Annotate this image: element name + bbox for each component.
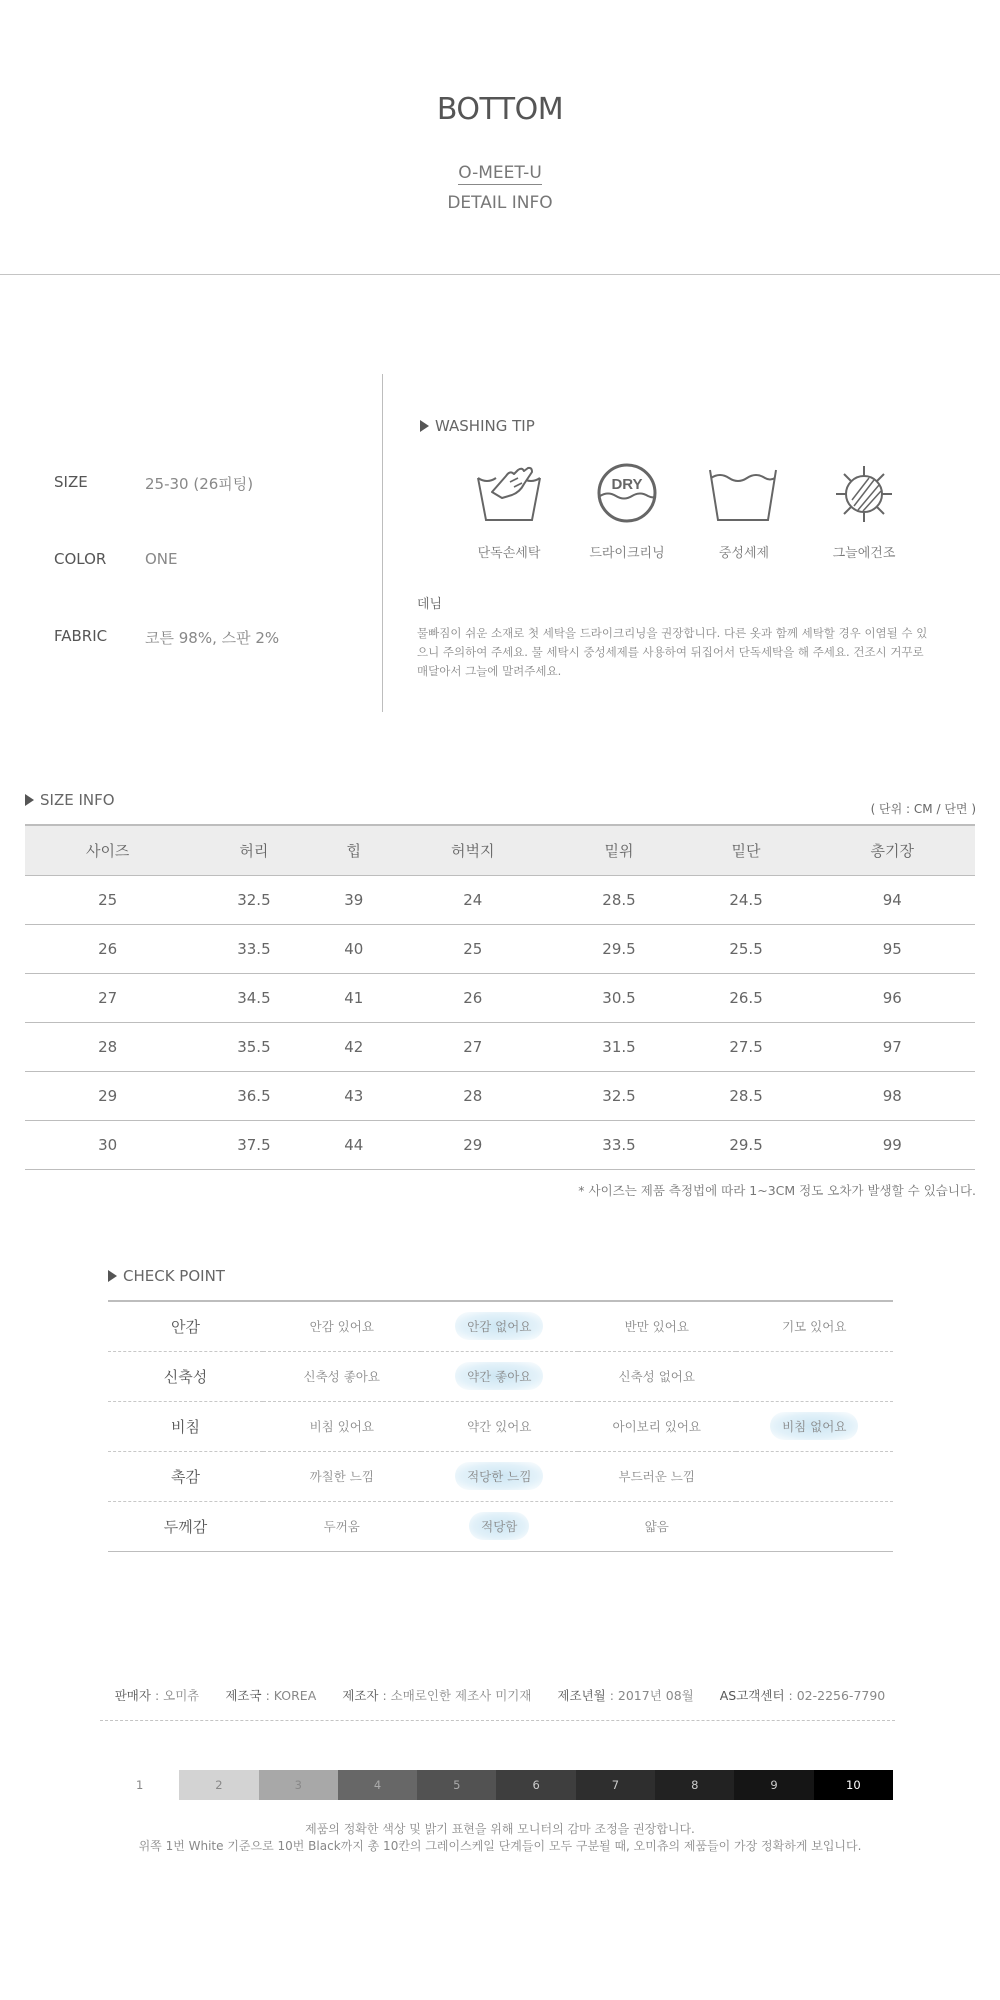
table-cell: 25 <box>390 924 555 973</box>
option-label: 기모 있어요 <box>782 1319 847 1335</box>
table-row <box>25 924 975 973</box>
size-header-cell: 허리 <box>190 825 317 875</box>
size-info-heading <box>25 791 115 809</box>
check-point-heading <box>108 1267 225 1285</box>
grayscale-step: 2 <box>179 1770 258 1800</box>
table-cell: 25.5 <box>683 924 810 973</box>
grayscale-step: 6 <box>496 1770 575 1800</box>
option-label-highlighted: 비침 없어요 <box>770 1412 858 1440</box>
check-point-category: 촉감 <box>108 1451 263 1501</box>
option-label: 반만 있어요 <box>624 1319 689 1335</box>
table-cell: 41 <box>317 973 390 1022</box>
table-cell: 24 <box>390 875 555 924</box>
spec-color-label: COLOR <box>54 550 107 568</box>
spec-color-value: ONE <box>145 550 178 568</box>
size-table-header <box>25 825 975 875</box>
table-cell: 28 <box>25 1022 190 1071</box>
table-cell: 29 <box>25 1071 190 1120</box>
check-point-option <box>263 1301 421 1351</box>
seller-item: 판매자 : 오미츄 <box>114 1688 200 1703</box>
table-cell: 40 <box>317 924 390 973</box>
check-point-option <box>578 1401 736 1451</box>
table-cell: 28 <box>390 1071 555 1120</box>
seller-value: 오미츄 <box>163 1688 200 1703</box>
size-table <box>25 824 975 1170</box>
grayscale-step: 7 <box>576 1770 655 1800</box>
neutral-detergent-label: 중성세제 <box>718 546 770 561</box>
maker-label: 제조자 <box>342 1688 379 1703</box>
check-point-option <box>263 1401 421 1451</box>
check-point-option <box>578 1501 736 1551</box>
grayscale-step: 4 <box>338 1770 417 1800</box>
check-point-option <box>263 1451 421 1501</box>
check-point-option-selected <box>421 1301 579 1351</box>
monitor-note-line2: 위쪽 1번 White 기준으로 10번 Black까지 총 10칸의 그레이스케일 단계들이 모두 구분될 때, 오미츄의 제품들이 가장 정확하게 보입니다. <box>138 1839 862 1853</box>
table-row <box>25 1022 975 1071</box>
check-point-option-selected <box>421 1451 579 1501</box>
table-cell: 26 <box>390 973 555 1022</box>
table-cell: 35.5 <box>190 1022 317 1071</box>
check-point-option-selected <box>736 1401 894 1451</box>
table-cell: 32.5 <box>190 875 317 924</box>
check-point-category: 안감 <box>108 1301 263 1351</box>
size-header-cell: 사이즈 <box>25 825 190 875</box>
table-cell: 42 <box>317 1022 390 1071</box>
table-cell: 36.5 <box>190 1071 317 1120</box>
check-point-option <box>578 1451 736 1501</box>
seller-info <box>0 1686 1000 1704</box>
check-point-option <box>263 1501 421 1551</box>
option-label: 약간 있어요 <box>467 1419 532 1434</box>
check-point-row <box>108 1451 893 1501</box>
check-point-category: 신축성 <box>108 1351 263 1401</box>
hand-wash-icon <box>474 462 544 528</box>
size-header-cell: 힙 <box>317 825 390 875</box>
option-label-highlighted: 적당한 느낌 <box>455 1462 543 1490</box>
shade-dry-label: 그늘에건조 <box>832 546 896 561</box>
as-item: AS고객센터 : 02-2256-7790 <box>719 1688 886 1703</box>
washing-description: 물빠짐이 쉬운 소재로 첫 세탁을 드라이크리닝을 권장합니다. 다른 옷과 함께 세탁할 경우 이염될 수 있으니 주의하여 주세요. 물 세탁시 중성세제를 사용하여 뒤집어서 단독세탁을 해 주세요. 건조시 거꾸로 매달아서 그늘에 말려주세요. <box>417 626 928 678</box>
spec-size-label: SIZE <box>54 473 88 491</box>
table-cell: 95 <box>810 924 975 973</box>
table-cell: 28.5 <box>555 875 682 924</box>
table-cell: 30 <box>25 1120 190 1169</box>
table-cell: 96 <box>810 973 975 1022</box>
table-row <box>25 1071 975 1120</box>
option-label: 안감 있어요 <box>309 1319 374 1335</box>
table-cell: 31.5 <box>555 1022 682 1071</box>
size-footnote: * 사이즈는 제품 측정법에 따라 1~3CM 정도 오차가 발생할 수 있습니다. <box>578 1183 976 1198</box>
table-cell: 29 <box>390 1120 555 1169</box>
country-value: KOREA <box>273 1688 317 1703</box>
table-cell: 26 <box>25 924 190 973</box>
spec-size-value: 25-30 (26피팅) <box>145 475 254 493</box>
option-label-highlighted: 안감 없어요 <box>455 1312 543 1340</box>
table-cell: 39 <box>317 875 390 924</box>
table-cell: 32.5 <box>555 1071 682 1120</box>
triangle-bullet-icon <box>25 794 34 806</box>
grayscale-bar <box>100 1770 893 1800</box>
grayscale-step: 9 <box>734 1770 813 1800</box>
check-point-option-selected <box>421 1351 579 1401</box>
check-point-option <box>736 1451 894 1501</box>
table-cell: 94 <box>810 875 975 924</box>
check-point-option <box>736 1501 894 1551</box>
table-cell: 27 <box>390 1022 555 1071</box>
option-label-highlighted: 약간 좋아요 <box>455 1362 543 1390</box>
triangle-bullet-icon <box>108 1270 117 1282</box>
check-point-option <box>578 1351 736 1401</box>
check-point-option <box>263 1351 421 1401</box>
size-header-cell: 밑단 <box>683 825 810 875</box>
check-point-row <box>108 1351 893 1401</box>
washing-tip-heading <box>420 417 535 435</box>
as-phone: 02-2256-7790 <box>796 1688 886 1703</box>
check-point-row <box>108 1501 893 1551</box>
option-label: 얇음 <box>644 1519 669 1534</box>
check-point-option <box>421 1401 579 1451</box>
check-point-table <box>108 1300 893 1552</box>
dry-clean-icon-text: DRY <box>611 476 643 493</box>
seller-label: 판매자 <box>114 1688 151 1703</box>
grayscale-step: 3 <box>259 1770 338 1800</box>
date-item: 제조년월 : 2017년 08월 <box>557 1688 694 1703</box>
check-point-option <box>578 1301 736 1351</box>
grayscale-step: 10 <box>814 1770 893 1800</box>
check-point-row <box>108 1401 893 1451</box>
table-cell: 28.5 <box>683 1071 810 1120</box>
brand-name-text: O-MEET-U <box>458 163 542 183</box>
vertical-divider <box>382 374 383 712</box>
date-value: 2017년 08월 <box>617 1688 694 1703</box>
table-cell: 29.5 <box>555 924 682 973</box>
table-cell: 26.5 <box>683 973 810 1022</box>
grayscale-step: 5 <box>417 1770 496 1800</box>
check-point-row <box>108 1301 893 1351</box>
table-row <box>25 973 975 1022</box>
grayscale-step: 1 <box>100 1770 179 1800</box>
neutral-detergent-icon <box>706 462 780 528</box>
page-title: BOTTOM <box>436 92 564 127</box>
check-point-option <box>736 1351 894 1401</box>
table-row <box>25 1120 975 1169</box>
table-cell: 27.5 <box>683 1022 810 1071</box>
monitor-note-line1: 제품의 정확한 색상 및 밝기 표현을 위해 모니터의 감마 조정을 권장합니다. <box>305 1822 695 1836</box>
option-label: 부드러운 느낌 <box>618 1469 695 1484</box>
option-label-highlighted: 적당함 <box>469 1512 529 1540</box>
footer-divider <box>100 1720 895 1721</box>
maker-value: 소매로인한 제조사 미기재 <box>390 1688 532 1703</box>
check-point-title: CHECK POINT <box>123 1267 225 1285</box>
table-cell: 44 <box>317 1120 390 1169</box>
monitor-note <box>0 1821 1000 1855</box>
material-name: 데님 <box>417 597 443 612</box>
table-cell: 97 <box>810 1022 975 1071</box>
table-cell: 25 <box>25 875 190 924</box>
maker-item: 제조자 : 소매로인한 제조사 미기재 <box>342 1688 532 1703</box>
table-cell: 98 <box>810 1071 975 1120</box>
dry-clean-label: 드라이크리닝 <box>589 546 665 561</box>
triangle-bullet-icon <box>420 420 429 432</box>
country-label: 제조국 <box>225 1688 262 1703</box>
table-cell: 33.5 <box>190 924 317 973</box>
option-label: 신축성 좋아요 <box>303 1369 380 1384</box>
size-header-cell: 허벅지 <box>390 825 555 875</box>
table-cell: 24.5 <box>683 875 810 924</box>
table-row <box>25 875 975 924</box>
page-subtitle: DETAIL INFO <box>447 193 553 213</box>
hand-wash-label: 단독손세탁 <box>477 546 541 561</box>
brand-name <box>0 163 1000 183</box>
dry-clean-icon <box>596 462 658 528</box>
check-point-category: 두께감 <box>108 1501 263 1551</box>
grayscale-step: 8 <box>655 1770 734 1800</box>
spec-fabric-label: FABRIC <box>54 627 108 645</box>
option-label: 두꺼움 <box>323 1519 360 1534</box>
country-item: 제조국 : KOREA <box>225 1688 317 1703</box>
option-label: 비침 있어요 <box>309 1419 374 1434</box>
washing-tip-title: WASHING TIP <box>435 417 535 435</box>
table-cell: 33.5 <box>555 1120 682 1169</box>
size-header-cell: 총기장 <box>810 825 975 875</box>
table-cell: 30.5 <box>555 973 682 1022</box>
as-label: AS고객센터 <box>719 1688 785 1703</box>
table-cell: 34.5 <box>190 973 317 1022</box>
size-unit-note: ( 단위 : CM / 단면 ) <box>870 802 976 816</box>
option-label: 아이보리 있어요 <box>612 1419 701 1434</box>
table-cell: 29.5 <box>683 1120 810 1169</box>
size-info-title: SIZE INFO <box>40 791 115 809</box>
header-divider <box>0 274 1000 275</box>
size-header-cell: 밑위 <box>555 825 682 875</box>
table-cell: 37.5 <box>190 1120 317 1169</box>
option-label: 신축성 없어요 <box>618 1369 695 1384</box>
check-point-option <box>736 1301 894 1351</box>
option-label: 까칠한 느낌 <box>309 1469 374 1484</box>
spec-fabric-value: 코튼 98%, 스판 2% <box>145 629 280 647</box>
table-cell: 43 <box>317 1071 390 1120</box>
date-label: 제조년월 <box>557 1688 606 1703</box>
check-point-option-selected <box>421 1501 579 1551</box>
table-cell: 27 <box>25 973 190 1022</box>
check-point-category: 비침 <box>108 1401 263 1451</box>
shade-dry-icon <box>832 462 896 530</box>
table-cell: 99 <box>810 1120 975 1169</box>
